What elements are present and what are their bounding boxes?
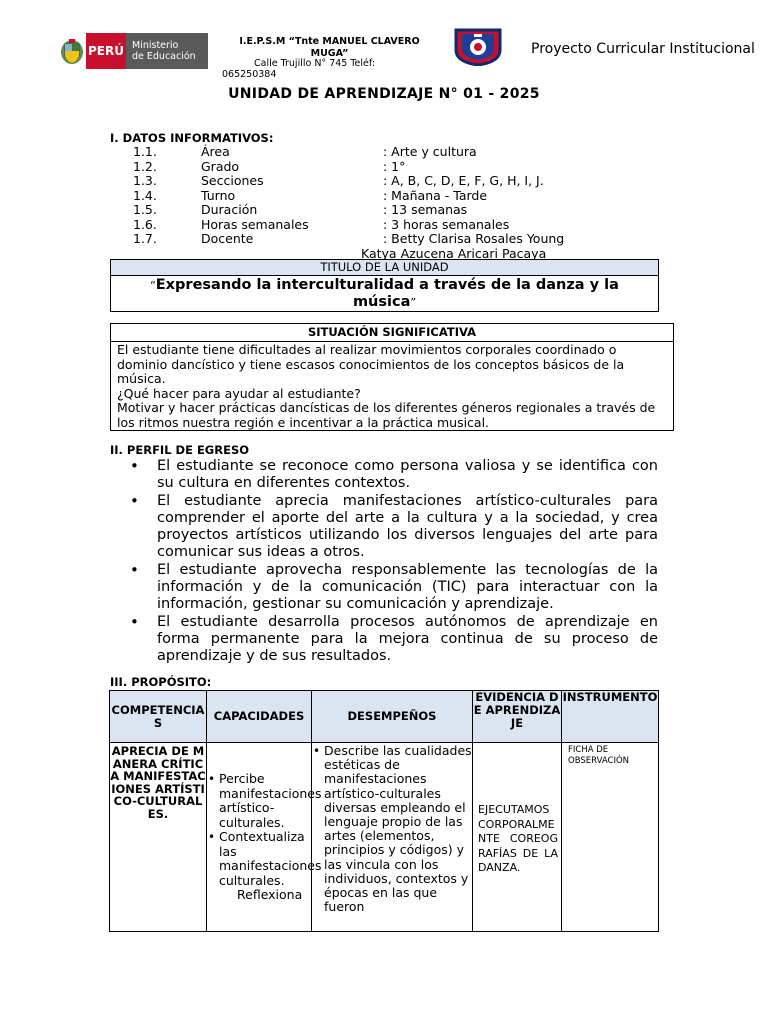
bullet-icon: • (130, 561, 139, 579)
unit-title: UNIDAD DE APRENDIZAJE N° 01 - 2025 (228, 86, 540, 102)
school-name: I.E.P.S.M “Tnte MANUEL CLAVERO MUGA” (239, 36, 420, 59)
header-evidencia: EVIDENCIA DE APRENDIZAJE (473, 691, 562, 743)
desempeno-item (312, 744, 472, 914)
unit-title-box (110, 259, 659, 312)
unit-title-line1: Expresando la interculturalidad a través de la danza y la (155, 277, 619, 293)
perfil-item (130, 562, 658, 613)
header-desempenos: DESEMPEÑOS (312, 691, 473, 743)
unit-title-text (111, 276, 658, 311)
table-row (110, 743, 659, 932)
situacion-box (110, 323, 674, 431)
datos-list (133, 144, 653, 264)
datos-value: : Betty Clarisa Rosales Young (383, 231, 565, 246)
datos-num: 1.3. (133, 173, 157, 188)
school-crest-logo (452, 28, 504, 66)
datos-value: : 13 semanas (383, 202, 468, 217)
datos-heading: I. DATOS INFORMATIVOS: (110, 131, 274, 145)
capacidad-text: Reflexiona (237, 887, 303, 902)
minedu-logo (58, 33, 208, 69)
proposito-table (109, 690, 659, 932)
situacion-question: ¿Qué hacer para ayudar al estudiante? (117, 385, 361, 401)
perfil-list (130, 458, 658, 666)
close-quote: ” (410, 296, 417, 309)
address-line: Calle Trujillo N° 745 Teléf: (254, 58, 376, 69)
datos-num: 1.5. (133, 202, 157, 217)
situacion-body (111, 342, 673, 431)
capacidad-item (207, 771, 322, 830)
datos-label: Horas semanales (201, 216, 309, 232)
desempeno-cell (312, 743, 473, 932)
datos-value: : A, B, C, D, E, F, G, H, I, J. (383, 173, 544, 188)
datos-label: Área (201, 144, 230, 159)
unit-title-line2: música (352, 294, 411, 310)
datos-value: : 1° (383, 158, 406, 174)
phone-number: 065250384 (222, 69, 277, 80)
datos-value: : 3 horas semanales (383, 216, 510, 232)
capacidad-text: Percibe manifestaciones artístico-culturales. (219, 771, 322, 830)
bullet-icon: • (208, 830, 216, 844)
datos-label: Docente (201, 231, 254, 246)
ministry-label (126, 33, 208, 69)
ministry-line1: Ministerio (132, 40, 179, 51)
header-instrumento: INSTRUMENTO (562, 691, 659, 743)
header-capacidades: CAPACIDADES (207, 691, 312, 743)
perfil-item-text: El estudiante aprecia manifestaciones artístico-culturales para comprender el aporte del arte a la cultura y a la sociedad, y crea proyectos artísticos utilizando los diversos lenguajes del arte para comunicar sus ideas a otros. (157, 493, 658, 560)
competencia-cell: APRECIA DE MANERA CRÍTICA MANIFESTACIONES ARTÍSTICO-CULTURALES. (110, 743, 207, 932)
perfil-item (130, 458, 658, 492)
datos-num: 1.6. (133, 216, 157, 232)
bullet-icon: • (313, 744, 321, 758)
datos-value: : Arte y cultura (383, 144, 477, 159)
school-address (222, 58, 422, 80)
situacion-paragraph: Motivar y hacer prácticas dancísticas de los diferentes géneros regionales a través de los ritmos nuestra región e incentivar a la práctica musical. (117, 400, 656, 430)
datos-value: : Mañana - Tarde (383, 187, 488, 203)
peru-coat-of-arms-icon (58, 33, 86, 69)
peru-label: PERÚ (86, 33, 126, 69)
perfil-item (130, 493, 658, 561)
bullet-icon: • (130, 613, 139, 631)
desempeno-text: Describe las cualidades estéticas de manifestaciones artístico-culturales diversas empleando el lenguaje propio de las artes (elementos, principios y códigos) y las vincula con los individuos, contextos y épocas en las que fueron (324, 743, 472, 915)
datos-label: Turno (201, 187, 236, 203)
datos-label: Duración (201, 202, 258, 217)
capacidad-text: Contextualiza las manifestaciones culturales. (219, 829, 322, 888)
perfil-heading: II. PERFIL DE EGRESO (110, 443, 250, 457)
situacion-header: SITUACIÓN SIGNIFICATIVA (111, 324, 673, 342)
perfil-item-text: El estudiante aprovecha responsablemente las tecnologías de la información y de la comunicación (TIC) para interactuar con la información, gestionar su comunicación y aprendizaje. (157, 562, 658, 612)
datos-num: 1.7. (133, 231, 157, 246)
bullet-icon: • (130, 457, 139, 475)
open-quote: “ (150, 279, 156, 292)
situacion-paragraph: El estudiante tiene dificultades al realizar movimientos corporales coordinado o dominio dancístico y tiene escasos conocimientos de los conceptos básicos de la música. (117, 342, 625, 386)
capacidad-item (207, 829, 322, 888)
bullet-icon: • (208, 772, 216, 786)
table-header-row (110, 691, 659, 743)
datos-label: Secciones (201, 173, 264, 188)
datos-num: 1.1. (133, 144, 157, 159)
instrumento-cell: FICHA DE OBSERVACIÓN (562, 743, 659, 932)
docente-second: Katya Azucena Aricari Pacaya (361, 245, 547, 261)
datos-num: 1.2. (133, 158, 157, 174)
perfil-item-text: El estudiante se reconoce como persona valiosa y se identifica con su cultura en diferentes contextos. (157, 458, 658, 491)
bullet-icon: • (130, 492, 139, 510)
unit-title-header: TITULO DE LA UNIDAD (111, 260, 658, 276)
project-title: Proyecto Curricular Institucional (531, 41, 755, 57)
datos-num: 1.4. (133, 187, 157, 203)
header-competencias: COMPETENCIAS (110, 691, 207, 743)
capacidades-cell (207, 743, 322, 932)
proposito-heading: III. PROPÓSITO: (110, 675, 212, 689)
evidencia-cell: EJECUTAMOS CORPORALMENTE COREOGRAFÍAS DE LA DANZA. (473, 743, 562, 932)
perfil-item (130, 614, 658, 665)
ministry-line2: de Educación (132, 51, 196, 62)
perfil-item-text: El estudiante desarrolla procesos autónomos de aprendizaje en forma permanente para la mejora continua de su proceso de aprendizaje y de sus resultados. (157, 614, 658, 664)
datos-label: Grado (201, 158, 240, 174)
